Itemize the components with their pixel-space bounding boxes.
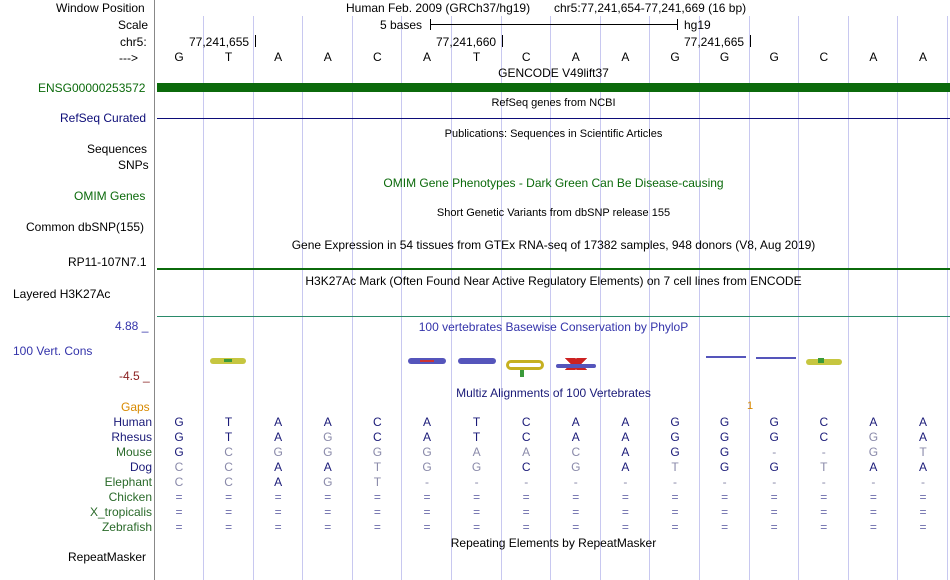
logo-glyph [520,370,524,377]
alignment-base: A [274,415,283,429]
logo-glyph [706,356,746,358]
alignment-base: C [373,430,382,444]
alignment-base: A [274,430,283,444]
alignment-base: - [772,475,777,489]
alignment-base: G [471,460,482,474]
alignment-base: = [274,520,282,534]
species-label[interactable]: Human [113,415,152,429]
alignment-base: G [769,460,779,474]
alignment-base: = [522,490,530,504]
alignment-base: T [820,460,828,474]
alignment-base: - [425,475,429,489]
alignment-base: = [869,490,877,504]
alignment-base: A [274,475,283,489]
omim-genes-label[interactable]: OMIM Genes [74,189,146,203]
alignment-base: A [918,460,927,474]
alignment-base: G [719,415,730,429]
alignment-base: = [274,490,282,504]
alignment-base: = [919,490,927,504]
alignment-base: C [521,460,531,474]
chrom-label: chr5: [120,35,147,49]
species-label[interactable]: X_tropicalis [89,505,152,519]
gaps-label[interactable]: Gaps [121,400,150,414]
sequence-base: T [224,50,233,64]
alignment-base: T [919,445,927,459]
alignment-base: A [323,460,332,474]
alignment-base: = [175,505,183,519]
alignment-base: = [721,490,729,504]
h3k27ac-baseline [157,316,950,317]
sequence-base: A [918,50,927,64]
alignment-base: A [918,415,927,429]
alignment-base: - [673,475,677,489]
coord-label: 77,241,660 [436,35,497,49]
alignment-base: = [373,505,381,519]
species-label[interactable]: Rhesus [111,430,152,444]
publications-track-title[interactable]: Publications: Sequences in Scientific Articles [444,128,663,140]
alignment-base: G [323,430,333,444]
window-position: chr5:77,241,654-77,241,669 (16 bp) [554,1,747,15]
gencode-track-title[interactable]: GENCODE V49lift37 [498,66,609,80]
alignment-base: - [821,445,826,459]
species-label[interactable]: Elephant [104,475,152,489]
alignment-base: C [224,475,233,489]
alignment-base: A [422,415,431,429]
alignment-base: A [571,430,580,444]
alignment-base: = [572,520,580,534]
scale-bar [430,24,678,25]
logo-glyph [458,358,496,364]
alignment-base: A [918,430,927,444]
sequence-base: G [670,50,680,64]
alignment-base: = [473,505,481,519]
alignment-base: = [225,520,233,534]
alignment-base: G [174,430,184,444]
assembly-name: Human Feb. 2009 (GRCh37/hg19) [346,1,531,15]
alignment-base: A [571,415,580,429]
alignment-base: = [869,505,877,519]
alignment-base: G [571,460,581,474]
species-label[interactable]: Dog [129,460,152,474]
sequence-base: C [521,50,531,64]
omim-track-title[interactable]: OMIM Gene Phenotypes - Dark Green Can Be Disease-causing [383,176,724,190]
h3k27ac-track-title[interactable]: H3K27Ac Mark (Often Found Near Active Regulatory Elements) on 7 cell lines from ENCODE [305,274,802,288]
alignment-base: = [522,520,530,534]
alignment-base: A [621,415,630,429]
alignment-base: G [719,445,730,459]
alignment-base: = [721,520,729,534]
alignment-base: G [422,445,432,459]
alignment-base: = [671,520,679,534]
sequence-base: C [819,50,829,64]
alignment-base: = [919,505,927,519]
alignment-base: C [224,460,233,474]
phylop-track-title[interactable]: 100 vertebrates Basewise Conservation by PhyloP [418,320,689,334]
sequence-base: G [174,50,184,64]
alignment-base: T [224,415,233,429]
alignment-base: = [572,490,580,504]
coord-label: 77,241,665 [684,35,745,49]
alignment-base: = [671,490,679,504]
alignment-base: A [869,460,878,474]
alignment-base: = [373,520,381,534]
refseq-curated-label[interactable]: RefSeq Curated [60,111,147,125]
alignment-base: C [521,430,531,444]
alignment-base: = [175,490,183,504]
alignment-base: C [819,415,829,429]
species-label[interactable]: Zebrafish [101,520,152,534]
alignment-base: C [571,445,581,459]
alignment-base: G [372,445,383,459]
gencode-gene-feature[interactable] [157,83,950,92]
scale-text: 5 bases [380,18,423,32]
alignment-base: = [274,505,282,519]
repeatmasker-label[interactable]: RepeatMasker [68,550,147,564]
alignment-base: G [769,415,779,429]
alignment-base: T [373,460,382,474]
repeatmasker-track-title[interactable]: Repeating Elements by RepeatMasker [450,536,657,550]
sequence-base: C [373,50,382,64]
alignment-base: A [869,415,878,429]
scale-bar-left-tick [430,19,431,30]
alignment-base: T [472,415,481,429]
sequence-base: A [422,50,431,64]
alignment-base: - [772,445,777,459]
alignment-base: = [423,490,431,504]
dbsnp-label[interactable]: Common dbSNP(155) [26,220,145,234]
multiz-track-title[interactable]: Multiz Alignments of 100 Vertebrates [456,386,651,400]
refseq-gene-feature[interactable] [157,118,950,119]
phylop-max-label: 4.88 _ [115,319,149,333]
alignment-base: C [521,415,531,429]
alignment-base: - [921,475,925,489]
alignment-base: A [472,445,481,459]
sequence-base: A [274,50,283,64]
alignment-base: G [174,445,184,459]
logo-glyph [420,360,434,362]
alignment-base: G [323,475,333,489]
alignment-base: = [869,520,877,534]
strand-arrow-label[interactable]: ---> [119,51,138,65]
alignment-base: T [373,475,382,489]
alignment-base: A [621,445,630,459]
alignment-base: = [324,490,332,504]
alignment-base: T [671,460,679,474]
gap-count: 1 [747,400,754,412]
sequence-base: G [769,50,779,64]
sequence-base: A [869,50,878,64]
alignment-base: C [373,415,382,429]
alignment-base: = [621,505,629,519]
alignment-base: G [719,430,730,444]
alignment-base: C [174,475,184,489]
alignment-base: - [871,475,876,489]
alignment-base: = [473,520,481,534]
alignment-base: T [472,430,481,444]
alignment-base: G [769,430,779,444]
alignment-base: = [919,520,927,534]
alignment-base: A [621,460,630,474]
gencode-gene-label[interactable]: ENSG00000253572 [38,81,146,95]
alignment-base: A [522,445,531,459]
alignment-base: - [573,475,578,489]
alignment-base: C [819,430,829,444]
sequence-base: T [472,50,481,64]
alignment-base: G [868,430,879,444]
logo-glyph [756,357,796,359]
gtex-gene-label[interactable]: RP11-107N7.1 [68,255,147,269]
alignment-base: - [722,475,727,489]
sequence-base: A [621,50,630,64]
alignment-base: = [770,520,778,534]
alignment-base: G [273,445,283,459]
alignment-base: G [670,445,680,459]
alignment-base: = [572,505,580,519]
snps-label[interactable]: SNPs [118,158,149,172]
sequences-label[interactable]: Sequences [87,142,148,156]
alignment-base: G [422,460,432,474]
alignment-base: = [225,505,233,519]
alignment-base: C [174,460,184,474]
coord-tick [502,35,503,47]
alignment-base: G [868,445,879,459]
alignment-base: G [670,415,680,429]
alignment-base: = [820,490,828,504]
label-divider [154,0,155,580]
alignment-base: = [522,505,530,519]
sequence-base: G [719,50,730,64]
alignment-base: = [225,490,233,504]
sequence-base: A [323,50,332,64]
logo-glyph [556,364,596,368]
alignment-base: = [770,490,778,504]
alignment-base: = [324,520,332,534]
gtex-gene-feature[interactable] [157,268,950,270]
gtex-track-title[interactable]: Gene Expression in 54 tissues from GTEx RNA-seq of 17382 samples, 948 donors (V8, Aug 2019) [291,238,816,252]
species-label[interactable]: Mouse [115,445,152,459]
alignment-base: - [474,475,479,489]
alignment-base: = [324,505,332,519]
alignment-base: - [623,475,628,489]
scale-bar-right-tick [677,19,678,30]
alignment-base: G [670,430,680,444]
alignment-base: = [473,490,481,504]
coord-label: 77,241,655 [189,35,250,49]
refseq-track-title[interactable]: RefSeq genes from NCBI [491,97,616,109]
alignment-base: = [671,505,679,519]
alignment-base: = [175,520,183,534]
alignment-base: = [373,490,381,504]
alignment-base: = [820,505,828,519]
sequence-base: A [571,50,580,64]
coord-tick [255,35,256,47]
h3k27ac-label[interactable]: Layered H3K27Ac [13,287,111,301]
alignment-base: - [524,475,529,489]
alignment-base: = [621,490,629,504]
alignment-base: A [621,430,630,444]
phylop-min-label: -4.5 _ [119,369,150,383]
coord-tick [750,35,751,47]
alignment-base: = [820,520,828,534]
logo-glyph [224,359,232,362]
alignment-base: T [224,430,233,444]
alignment-base: C [224,445,233,459]
species-label[interactable]: Chicken [108,490,152,504]
alignment-base: A [274,460,283,474]
alignment-base: A [323,415,332,429]
scale-label: Scale [118,18,149,32]
alignment-base: = [721,505,729,519]
alignment-base: A [422,430,431,444]
logo-glyph [506,360,544,370]
alignment-base: - [821,475,826,489]
phylop-label[interactable]: 100 Vert. Cons [13,344,93,358]
alignment-base: G [719,460,730,474]
logo-glyph [818,358,824,363]
scale-db: hg19 [684,18,711,32]
logo-glyph [806,359,842,365]
alignment-base: = [423,505,431,519]
alignment-base: = [770,505,778,519]
window-position-label: Window Position [56,1,145,15]
alignment-base: G [174,415,184,429]
alignment-base: = [423,520,431,534]
alignment-base: = [621,520,629,534]
dbsnp-track-title[interactable]: Short Genetic Variants from dbSNP release 155 [436,207,671,219]
alignment-base: G [323,445,333,459]
